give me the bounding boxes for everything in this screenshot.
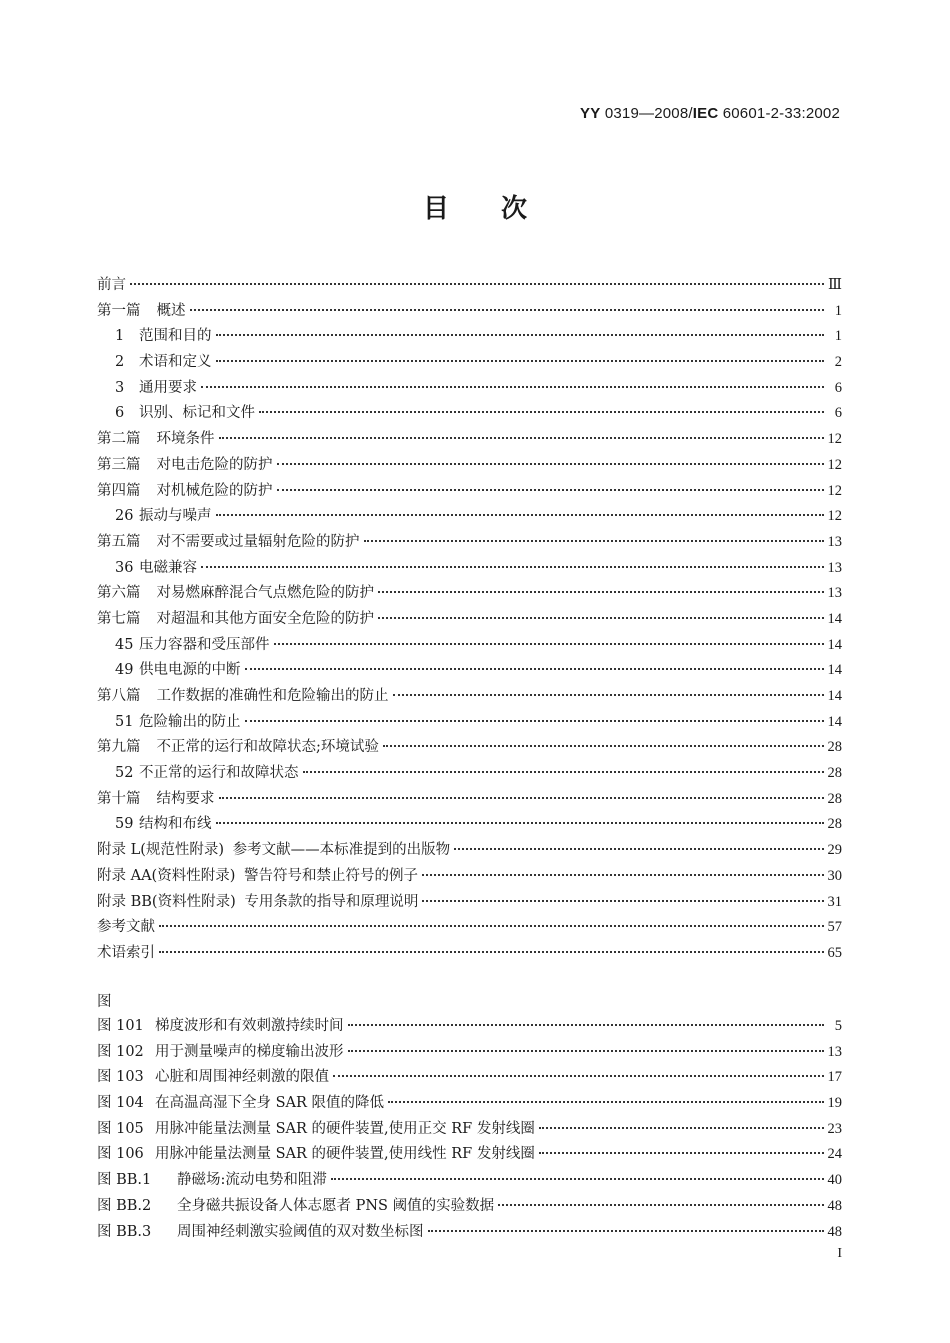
dot-leader: [393, 694, 824, 696]
entry-label: 结构要求: [156, 790, 215, 807]
entry-number: 第十篇: [97, 790, 141, 807]
entry-title: [97, 607, 374, 628]
entry-number: 第八篇: [97, 688, 141, 704]
entry-title: [97, 401, 255, 422]
entry-number: 第三篇: [97, 456, 141, 473]
entry-number: 26: [115, 508, 134, 525]
entry-page-number: 28: [827, 790, 842, 807]
dot-leader: [331, 1178, 824, 1180]
entry-label: 参考文献: [97, 919, 155, 936]
entry-label: 心脏和周围神经刺激的限值: [155, 1069, 329, 1086]
entry-number: 第二篇: [97, 431, 141, 448]
entry-number: 图 103: [97, 1069, 144, 1086]
entry-title: [97, 1168, 327, 1189]
entry-number: 图 106: [97, 1146, 144, 1163]
figure-entry[interactable]: [97, 1142, 842, 1168]
entry-number: 1: [115, 328, 125, 345]
entry-title: [97, 1117, 535, 1138]
entry-label: 对机械危险的防护: [156, 482, 273, 499]
dot-leader: [245, 668, 824, 670]
entry-label: 对不需要或过量辐射危险的防护: [156, 533, 360, 550]
entry-title: [97, 890, 418, 911]
entry-title: [97, 684, 389, 705]
toc-entry[interactable]: [97, 556, 842, 582]
figure-entry[interactable]: [97, 1220, 842, 1246]
entry-label: 对超温和其他方面安全危险的防护: [156, 610, 374, 627]
figure-entry[interactable]: [97, 1168, 842, 1194]
entry-label: 用于测量噪声的梯度输出波形: [155, 1043, 344, 1060]
dot-leader: [259, 411, 824, 413]
dot-leader: [274, 643, 824, 645]
toc-entry[interactable]: [97, 479, 842, 505]
toc-entry[interactable]: [97, 453, 842, 479]
entry-title: [97, 838, 450, 859]
entry-number: 图 BB.3: [97, 1223, 152, 1240]
entry-title: [97, 427, 215, 448]
standard-number: YY 0319—2008/IEC 60601-2-33:2002: [580, 105, 840, 122]
entry-label: 识别、标记和文件: [139, 405, 255, 422]
toc-entry[interactable]: [97, 658, 842, 684]
entry-title: [97, 1220, 424, 1241]
dot-leader: [216, 360, 825, 362]
entry-label: 对电击危险的防护: [156, 456, 273, 473]
entry-label: 专用条款的指导和原理说明: [244, 893, 419, 910]
toc-entry[interactable]: [97, 427, 842, 453]
entry-label: 压力容器和受压部件: [139, 636, 270, 653]
entry-number: 2: [115, 354, 125, 371]
entry-title: [97, 812, 212, 833]
entry-label: 电磁兼容: [139, 559, 197, 576]
dot-leader: [378, 591, 824, 593]
entry-title: [97, 504, 212, 525]
entry-number: 图 101: [97, 1018, 144, 1034]
dot-leader: [277, 489, 824, 491]
dot-leader: [348, 1050, 824, 1052]
entry-title: [97, 915, 155, 936]
entry-number: 附录 L(规范性附录): [97, 842, 225, 859]
dot-leader: [498, 1204, 823, 1206]
entry-page-number: 24: [827, 1146, 842, 1163]
entry-number: 图 BB.1: [97, 1172, 152, 1189]
entry-page-number: 1: [834, 302, 842, 319]
toc-entry[interactable]: [97, 299, 842, 325]
entry-page-number: 2: [834, 354, 842, 371]
entry-label: 环境条件: [156, 431, 215, 448]
figure-entry[interactable]: [97, 1065, 842, 1091]
entry-label: 不正常的运行和故障状态: [139, 765, 299, 782]
entry-number: 图 BB.2: [97, 1197, 152, 1214]
toc-entry[interactable]: [97, 607, 842, 633]
entry-number: 第五篇: [97, 533, 141, 550]
entry-page-number: 13: [827, 1043, 842, 1060]
toc-entry[interactable]: [97, 812, 842, 838]
entry-page-number: 12: [827, 431, 842, 448]
entry-label: 参考文献——本标准提到的出版物: [232, 842, 451, 859]
entry-title: [97, 1014, 344, 1035]
entry-number: 第一篇: [97, 302, 141, 319]
entry-title: [97, 556, 197, 577]
entry-number: 49: [115, 662, 134, 679]
entry-label: 工作数据的准确性和危险输出的防止: [156, 688, 389, 704]
toc-entry[interactable]: [97, 761, 842, 787]
toc-entry[interactable]: [97, 504, 842, 530]
toc-entry[interactable]: [97, 941, 842, 967]
toc-entry[interactable]: [97, 915, 842, 941]
toc-entry[interactable]: [97, 376, 842, 402]
dot-leader: [383, 745, 824, 747]
dot-leader: [539, 1152, 824, 1154]
dot-leader: [378, 617, 824, 619]
entry-page-number: 13: [827, 585, 842, 602]
entry-label: 术语索引: [97, 944, 155, 961]
entry-number: 45: [115, 636, 134, 653]
entry-page-number: 40: [827, 1172, 842, 1189]
entry-label: 术语和定义: [139, 354, 212, 371]
entry-label: 概述: [156, 302, 186, 319]
entry-label: 用脉冲能量法测量 SAR 的硬件装置,使用正交 RF 发射线圈: [155, 1120, 535, 1137]
entry-page-number: 28: [827, 739, 842, 756]
toc-entry[interactable]: [97, 684, 842, 710]
dot-leader: [364, 540, 824, 542]
entry-page-number: 12: [827, 482, 842, 499]
entry-page-number: 13: [827, 559, 842, 576]
entry-number: 图 104: [97, 1095, 144, 1112]
figure-entry[interactable]: [97, 1194, 842, 1220]
toc-entry[interactable]: [97, 710, 842, 736]
page-title: 目次: [422, 194, 579, 224]
entry-page-number: 30: [827, 867, 842, 884]
entry-number: 第四篇: [97, 482, 141, 499]
entry-page-number: 65: [827, 944, 842, 961]
entry-title: [97, 530, 360, 551]
entry-number: 36: [115, 559, 134, 576]
toc-entry[interactable]: [97, 633, 842, 659]
figure-entry[interactable]: [97, 1091, 842, 1117]
entry-number: 59: [115, 816, 134, 833]
toc-entry[interactable]: [97, 864, 842, 890]
entry-page-number: 28: [827, 765, 842, 782]
entry-label: 梯度波形和有效刺激持续时间: [155, 1018, 344, 1034]
entry-number: 3: [115, 379, 125, 396]
entry-label: 静磁场:流动电势和阻滞: [177, 1172, 327, 1189]
dot-leader: [216, 514, 824, 516]
dot-leader: [216, 334, 825, 336]
entry-title: [97, 273, 126, 294]
dot-leader: [201, 386, 824, 388]
footer-page-number: I: [837, 1246, 842, 1261]
dot-leader: [219, 797, 824, 799]
dot-leader: [159, 951, 824, 953]
entry-title: [97, 453, 273, 474]
toc-entry[interactable]: [97, 350, 842, 376]
entry-title: [97, 324, 212, 345]
toc-entry[interactable]: [97, 581, 842, 607]
entry-label: 全身磁共振设备人体志愿者 PNS 阈值的实验数据: [177, 1197, 495, 1214]
entry-page-number: 14: [827, 662, 842, 679]
dot-leader: [130, 283, 824, 285]
table-of-contents: [97, 273, 842, 967]
entry-title: [97, 1091, 384, 1112]
entry-label: 通用要求: [139, 379, 197, 396]
entry-title: [97, 299, 186, 320]
entry-title: [97, 864, 418, 885]
toc-entry[interactable]: [97, 273, 842, 299]
entry-page-number: 48: [827, 1197, 842, 1214]
entry-number: 附录 AA(资料性附录): [97, 867, 236, 884]
entry-page-number: 12: [827, 508, 842, 525]
entry-page-number: 31: [827, 893, 842, 910]
entry-number: 6: [115, 405, 125, 422]
entry-page-number: 6: [834, 379, 842, 396]
entry-label: 振动与噪声: [139, 508, 212, 525]
entry-title: [97, 710, 241, 731]
dot-leader: [303, 771, 824, 773]
dot-leader: [428, 1230, 824, 1232]
entry-title: [97, 787, 215, 808]
entry-page-number: 13: [827, 533, 842, 550]
entry-label: 用脉冲能量法测量 SAR 的硬件装置,使用线性 RF 发射线圈: [155, 1146, 535, 1163]
figure-entry[interactable]: [97, 1014, 842, 1040]
entry-label: 周围神经刺激实验阈值的双对数坐标图: [177, 1223, 424, 1240]
dot-leader: [219, 437, 824, 439]
entry-label: 危险输出的防止: [139, 713, 241, 730]
dot-leader: [245, 720, 824, 722]
entry-label: 不正常的运行和故障状态;环境试验: [156, 739, 379, 756]
figures-heading: 图: [97, 994, 112, 1010]
dot-leader: [422, 874, 824, 876]
entry-label: 前言: [97, 277, 126, 293]
dot-leader: [190, 309, 825, 311]
dot-leader: [277, 463, 824, 465]
dot-leader: [454, 848, 823, 850]
entry-label: 警告符号和禁止符号的例子: [243, 867, 418, 884]
entry-title: [97, 735, 379, 756]
toc-entry[interactable]: [97, 890, 842, 916]
toc-entry[interactable]: [97, 401, 842, 427]
entry-title: [97, 581, 374, 602]
entry-page-number: 48: [827, 1223, 842, 1240]
list-of-figures: [97, 1014, 842, 1245]
dot-leader: [539, 1127, 824, 1129]
entry-page-number: 28: [827, 816, 842, 833]
entry-number: 第六篇: [97, 585, 141, 602]
entry-title: [97, 633, 270, 654]
entry-title: [97, 376, 197, 397]
entry-number: 图 105: [97, 1120, 144, 1137]
entry-label: 对易燃麻醉混合气点燃危险的防护: [156, 585, 374, 602]
entry-page-number: 5: [834, 1018, 842, 1034]
dot-leader: [333, 1075, 824, 1077]
entry-page-number: 14: [827, 688, 842, 704]
dot-leader: [201, 566, 824, 568]
entry-title: [97, 941, 155, 962]
entry-title: [97, 1142, 535, 1163]
entry-page-number: 29: [827, 842, 842, 859]
entry-label: 供电电源的中断: [139, 662, 241, 679]
entry-title: [97, 1040, 344, 1061]
entry-number: 第九篇: [97, 739, 141, 756]
dot-leader: [348, 1024, 825, 1026]
entry-number: 图 102: [97, 1043, 144, 1060]
toc-entry[interactable]: [97, 787, 842, 813]
entry-title: [97, 479, 273, 500]
entry-page-number: 12: [827, 456, 842, 473]
dot-leader: [422, 900, 823, 902]
entry-number: 52: [115, 765, 134, 782]
entry-label: 结构和布线: [139, 816, 212, 833]
entry-page-number: 23: [827, 1120, 842, 1137]
entry-page-number: 14: [827, 636, 842, 653]
figure-entry[interactable]: [97, 1117, 842, 1143]
toc-entry[interactable]: [97, 838, 842, 864]
entry-page-number: 19: [827, 1095, 842, 1112]
entry-page-number: 57: [827, 919, 842, 936]
entry-page-number: 6: [834, 405, 842, 422]
entry-number: 51: [115, 713, 134, 730]
entry-page-number: 1: [834, 328, 842, 345]
dot-leader: [159, 925, 824, 927]
dot-leader: [216, 822, 824, 824]
toc-entry[interactable]: [97, 530, 842, 556]
entry-label: 在高温高湿下全身 SAR 限值的降低: [155, 1095, 385, 1112]
entry-title: [97, 761, 299, 782]
figure-entry[interactable]: [97, 1040, 842, 1066]
entry-title: [97, 1194, 494, 1215]
entry-title: [97, 350, 212, 371]
entry-page-number: 17: [827, 1069, 842, 1086]
entry-page-number: 14: [827, 713, 842, 730]
entry-number: 附录 BB(资料性附录): [97, 893, 236, 910]
entry-title: [97, 1065, 329, 1086]
dot-leader: [388, 1101, 823, 1103]
entry-page-number: 14: [827, 610, 842, 627]
entry-page-number: Ⅲ: [828, 277, 842, 293]
entry-title: [97, 658, 241, 679]
entry-number: 第七篇: [97, 610, 141, 627]
toc-entry[interactable]: [97, 324, 842, 350]
entry-label: 范围和目的: [139, 328, 212, 345]
toc-entry[interactable]: [97, 735, 842, 761]
